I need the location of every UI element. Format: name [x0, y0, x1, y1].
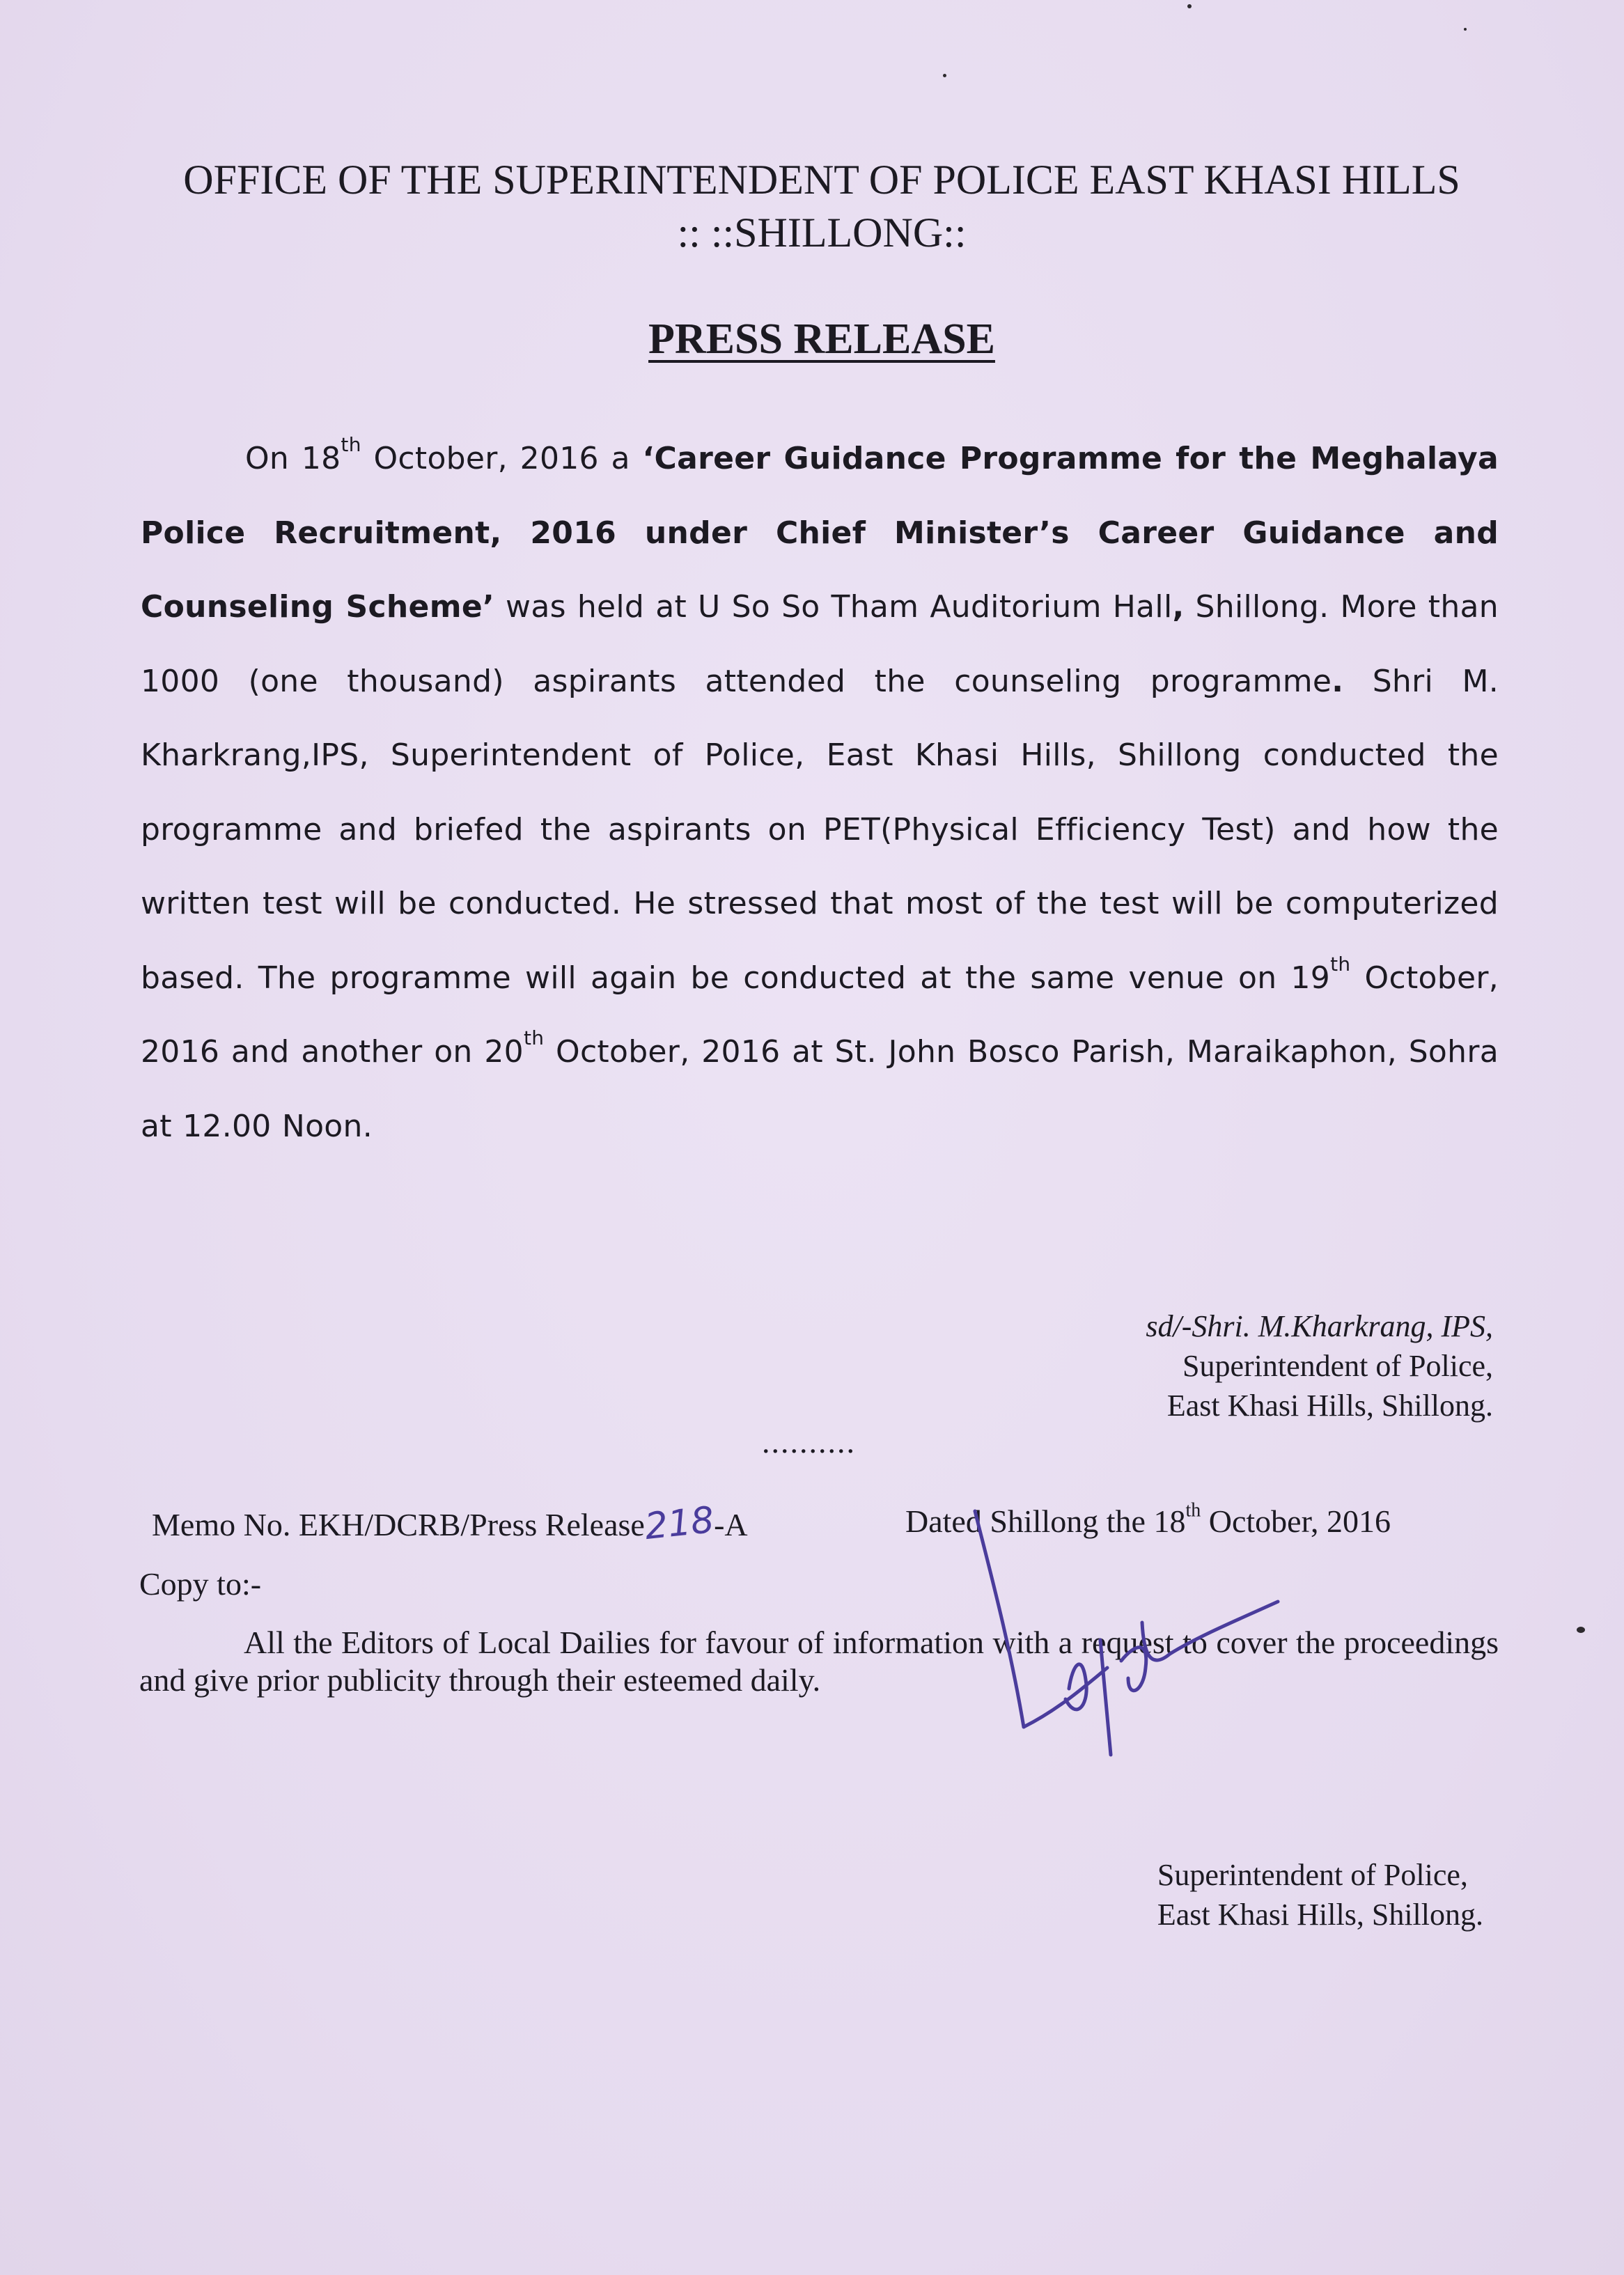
body-mid-3: Shri M. Kharkrang,IPS, Superintendent of Police, East Khasi Hills, Shillong conducted the programme and briefed the aspirants on PET(Physical Efficiency Test) and how the written test will be conducted. He stressed that most of the test will be computerized based. The programme will again be conducted at the same venue on 19: [141, 663, 1499, 996]
memo-dated-prefix: Dated Shillong the 18: [905, 1503, 1186, 1539]
ink-speck: [1464, 28, 1467, 31]
body-date-rest: October, 2016 a: [361, 441, 643, 476]
ink-speck: [943, 74, 946, 77]
signer-location-2: East Khasi Hills, Shillong.: [1157, 1898, 1483, 1932]
body-period: .: [1332, 663, 1344, 699]
body-programme-title: ‘Career Guidance Programme for the Meghalaya Police Recruitment, 2016 under Chief Minister’s Career Guidance and Counseling Scheme’: [141, 441, 1499, 625]
body-end: October, 2016 at St. John Bosco Parish, Maraikaphon, Sohra at 12.00 Noon.: [141, 1034, 1499, 1144]
body-sup-3: th: [523, 1026, 545, 1049]
body-sup-1: th: [341, 432, 361, 456]
memo-dated-sup: th: [1185, 1499, 1201, 1522]
memo-handwritten-number: 218: [642, 1499, 716, 1549]
office-title-line2: :: ::SHILLONG::: [677, 210, 967, 256]
body-comma: ,: [1172, 589, 1185, 625]
signature-block-2: [1157, 1855, 1483, 1934]
memo-dated-suffix: October, 2016: [1201, 1503, 1391, 1539]
office-title: [70, 153, 1574, 259]
memo-number: [152, 1499, 748, 1549]
body-mid-1: was held at U So So Tham Auditorium Hall: [494, 589, 1173, 625]
press-release-heading: PRESS RELEASE: [648, 315, 995, 363]
handwritten-signature-icon: [961, 1511, 1309, 1769]
ink-speck: [1187, 4, 1192, 8]
signer-designation: Superintendent of Police,: [1182, 1349, 1493, 1383]
memo-prefix: Memo No. EKH/DCRB/Press Release: [152, 1507, 645, 1542]
body-mid-2: Shillong. More than 1000 (one thousand) aspirants attended the counseling programme: [141, 589, 1499, 699]
signed-by: sd/-Shri. M.Kharkrang, IPS,: [1146, 1309, 1493, 1343]
office-title-line1: OFFICE OF THE SUPERINTENDENT OF POLICE EAST KHASI HILLS: [183, 157, 1460, 203]
body-on: On 18: [245, 441, 341, 476]
copy-to-label: Copy to:-: [139, 1566, 262, 1602]
body-mid-4: October, 2016 and another on 20: [141, 960, 1499, 1070]
press-release-body: [141, 422, 1499, 1164]
copy-to-body: All the Editors of Local Dailies for favour of information with a request to cover the proceedings and give prior publicity through their esteemed daily.: [139, 1625, 1499, 1698]
signer-location: East Khasi Hills, Shillong.: [1166, 1389, 1493, 1423]
ink-speck: [1577, 1627, 1585, 1633]
body-sup-2: th: [1330, 952, 1351, 976]
signer-designation-2: Superintendent of Police,: [1157, 1858, 1468, 1892]
separator-dots: ..........: [762, 1424, 856, 1460]
signature-block: [1146, 1306, 1493, 1425]
memo-suffix: -A: [714, 1507, 748, 1542]
